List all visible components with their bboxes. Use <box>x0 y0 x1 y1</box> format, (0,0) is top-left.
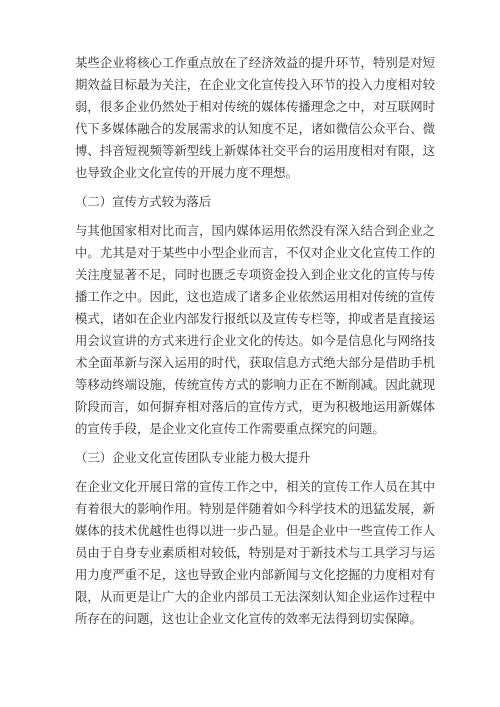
document-page <box>75 52 435 630</box>
section-heading-2: （二）宣传方式较为落后 <box>75 194 212 209</box>
body-paragraph-2: 与其他国家相对比而言，国内媒体运用依然没有深入结合到企业之中。尤其是对于某些中小型企业而言，不仅对企业文化宣传工作的关注度显著不足，同时也匮乏专项资金投入到企业文化的宣传与传播工作之中。因此，这也造成了诸多企业依然运用相对传统的宣传模式，诸如在企业内部发行报纸以及宣传专栏等，抑或者是直接运用会议宣讲的方式来进行企业文化的传达。如今是信息化与网络技术全面革新与深入运用的时代，获取信息方式绝大部分是借助手机等移动终端设施，传统宣传方式的影响力正在不断削减。因此就现阶段而言，如何摒弃相对落后的宣传方式，更为积极地运用新媒体的宣传手段，是企业文化宣传工作需要重点探究的问题。 <box>75 223 435 436</box>
body-paragraph-3: 在企业文化开展日常的宣传工作之中，相关的宣传工作人员在其中有着很大的影响作用。特别是伴随着如今科学技术的迅猛发展，新媒体的技术优越性也得以进一步凸显。但是企业中一些宣传工作人员由于自身专业素质相对较低，特别是对于新技术与工具学习与运用力度严重不足，这也导致企业内部新闻与文化挖掘的力度相对有限，从而更是让广大的企业内部员工无法深刻认知企业运作过程中所存在的问题，这也让企业文化宣传的效率无法得到切实保障。 <box>75 479 435 626</box>
section-heading-3: （三）企业文化宣传团队专业能力极大提升 <box>75 450 311 465</box>
body-paragraph-1: 某些企业将核心工作重点放在了经济效益的提升环节，特别是对短期效益目标最为关注，在企业文化宣传投入环节的投入力度相对较弱，很多企业仍然处于相对传统的媒体传播理念之中，对互联网时代下多媒体融合的发展需求的认知度不足，诸如微信公众平台、微博、抖音短视频等新型线上新媒体社交平台的运用度相对有限，这也导致企业文化宣传的开展力度不理想。 <box>75 55 435 180</box>
